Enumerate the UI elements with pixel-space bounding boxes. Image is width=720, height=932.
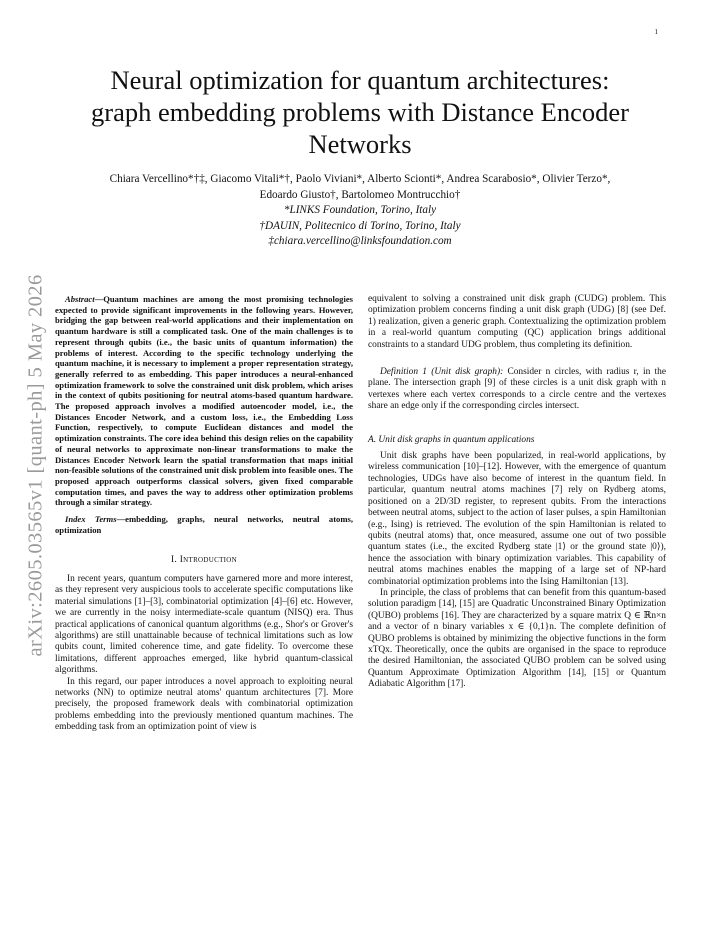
title-line: Neural optimization for quantum architectures: <box>110 65 610 95</box>
intro-paragraph-continued: equivalent to solving a constrained unit disk graph (CUDG) problem. This optimization problem concerns finding a unit disk graph (UDG) [8] (see Def. 1) realization, given a generic graph. Contextualizing the optimization problem in a real-world quantum computing (QC) application brings additional constraints to a standard UDG problem, thus completing its definition. <box>368 294 666 350</box>
page-number: 1 <box>654 28 658 36</box>
subsection-paragraph: Unit disk graphs have been popularized, in real-world applications, by wireless communication [10]–[12]. However, with the emergence of quantum technologies, UDGs have also become of interest in the quantum field. In particular, quantum neutral atoms machines [7] rely on Rydberg atoms, positioned on a 2D/3D register, to represent qubits. From the interactions between neutral atoms, subject to the action of laser pulses, a spin Hamiltonian (e.g., Ising) is retrieved. The evolution of the spin Hamiltonian is related to qubits (neutral atoms) that, once measured, assume one out of two possible quantum states (i.e., the excited Rydberg state |1⟩ or the ground state |0⟩), hence the association with binary optimization variables. This capability of neutral atoms machines enables the mapping of a large set of NP-hard combinatorial optimization problems into the Ising Hamiltonian [13]. <box>368 451 666 587</box>
abstract-label: Abstract <box>65 294 95 304</box>
author-block <box>50 172 670 250</box>
left-column <box>55 294 353 734</box>
index-terms <box>55 514 353 535</box>
author-email: ‡chiara.vercellino@linksfoundation.com <box>268 235 452 247</box>
author-list: Chiara Vercellino*†‡, Giacomo Vitali*†, Paolo Viviani*, Alberto Scionti*, Andrea Scarabosio*, Olivier Terzo*, <box>109 173 611 185</box>
subsection-paragraph: In principle, the class of problems that can benefit from this quantum-based solution paradigm [14], [15] are Quadratic Unconstrained Binary Optimization (QUBO) problems [16]. They are characterized by a square matrix Q ∈ ℝn×n and a vector of n binary variables x ∈ {0,1}n. The complete definition of QUBO problems is obtained by minimizing the objective functions in the form xTQx. Theoretically, once the qubits are organised in the space to reproduce the desired Hamiltonian, the associated QUBO problem can be solved using Quantum Approximate Optimization Algorithm [14], [15] or Quantum Adiabatic Algorithm [17]. <box>368 587 666 690</box>
abstract <box>55 294 353 508</box>
definition-label: Definition 1 (Unit disk graph): <box>380 367 504 378</box>
right-column <box>368 294 666 691</box>
arxiv-identifier-stamp: arXiv:2605.03565v1 [quant-ph] 5 May 2026 <box>24 274 47 657</box>
affiliation: *LINKS Foundation, Torino, Italy <box>283 204 437 216</box>
paper-title <box>40 64 680 160</box>
definition-unit-disk-graph <box>368 367 666 413</box>
section-title: Introduction <box>179 555 237 566</box>
author-list: Edoardo Giusto†, Bartolomeo Montrucchio† <box>259 188 461 201</box>
intro-paragraph: In this regard, our paper introduces a novel approach to exploiting neural networks (NN) to optimize neutral atoms' quantum architectures [7]. More precisely, the proposed framework deals with combinatorial optimization problems embedding into the previously mentioned quantum machines. The embedding task from an optimization point of view is <box>55 676 353 733</box>
affiliation: †DAUIN, Politecnico di Torino, Torino, Italy <box>259 219 461 232</box>
abstract-text: —Quantum machines are among the most promising technologies expected to provide significant improvements in the following years. However, bridging the gap between real-world applications and their implementation on quantum hardware is still a complicated task. One of the main challenges is to represent through qubits (i.e., the basic units of quantum information) the problems of interest. According to the specific technology underlying the quantum machine, it is necessary to implement a proper representation strategy, generally referred to as embedding. This paper introduces a neural-enhanced optimization framework to solve the constrained unit disk problem, which arises in the context of qubits positioning for neutral atoms-based quantum hardware. The proposed approach involves a modified autoencoder model, i.e., the Distances Encoder Network, and a custom loss, i.e., the Embedding Loss Function, respectively, to compute Euclidean distances and model the optimization constraints. The core idea behind this design relies on the capability of neural networks to approximate non-linear transformations to make the Distances Encoder Network learn the spatial transformation that maps initial non-feasible solutions of the constrained unit disk problem into feasible ones. The proposed approach outperforms classical solvers, given fixed comparable computation times, and paves the way to address other optimization problems through a similar strategy. <box>55 294 353 508</box>
index-terms-text: —embedding, graphs, neural networks, neutral atoms, optimization <box>55 514 353 535</box>
index-terms-label: Index Terms <box>65 514 117 525</box>
section-heading <box>55 555 353 566</box>
definition-text: Consider n circles, with radius r, in the plane. The intersection graph [9] of these circles is a unit disk graph with n vertexes where each vertex corresponds to a circle centre and the vertexes share an edge only if the corresponding circles intersect. <box>368 367 666 412</box>
intro-paragraph: In recent years, quantum computers have garnered more and more interest, as they represent very auspicious tools to accelerate specific computations like material simulations [1]–[3], combinatorial optimization [4]–[6] etc. However, we are currently in the noisy intermediate-scale quantum (NISQ) era. Thus practical applications of canonical quantum algorithms (e.g., Shor's or Grover's algorithms) are still unattainable because of technical limitations such as low qubits count, limited coherence time, and gate fidelity. To overcome these limitations, different approaches emerged, like hybrid quantum-classical algorithms. <box>55 573 353 676</box>
subsection-heading: A. Unit disk graphs in quantum applications <box>368 434 535 445</box>
section-number: I. <box>170 555 178 566</box>
title-line: Networks <box>308 129 412 159</box>
title-line: graph embedding problems with Distance Encoder <box>91 97 629 127</box>
